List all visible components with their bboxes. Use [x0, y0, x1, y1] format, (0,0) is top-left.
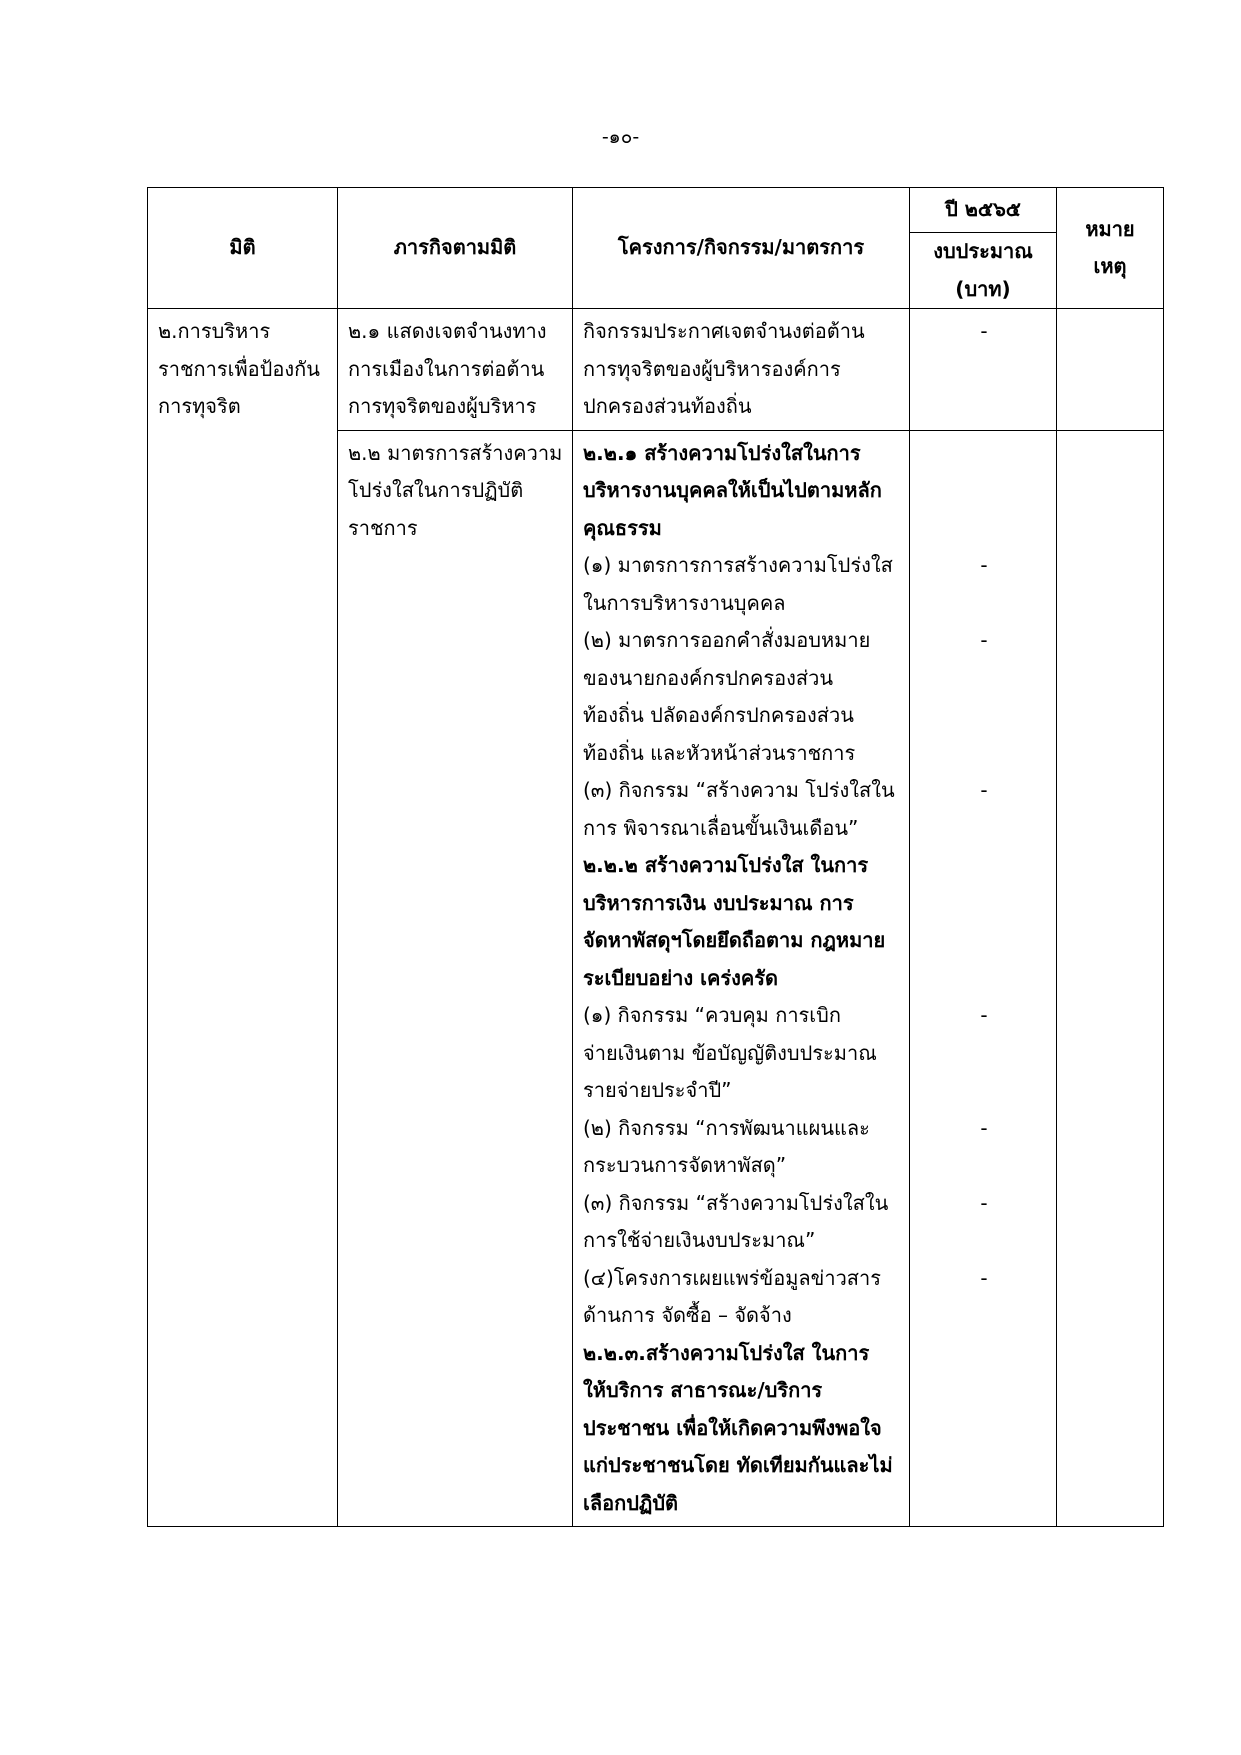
project-line: การ พิจารณาเลื่อนขั้นเงินเดือน” [583, 815, 859, 840]
project-line: (๔)โครงการเผยแพร่ข้อมูลข่าวสาร [583, 1265, 881, 1290]
mission-line: โปร่งใสในการปฏิบัติ [348, 478, 524, 502]
project-line: จ่ายเงินตาม ข้อบัญญัติงบประมาณ [583, 1040, 877, 1065]
budget-cell [910, 430, 1057, 1527]
project-line: การทุจริตของผู้บริหารองค์การ [583, 356, 841, 381]
budget-value [920, 435, 1048, 473]
header-remark-line2: เหตุ [1093, 254, 1127, 278]
project-line: ประชาชน เพื่อให้เกิดความพึงพอใจ [583, 1415, 882, 1440]
project-line: ด้านการ จัดซื้อ – จัดจ้าง [583, 1303, 792, 1327]
budget-value [920, 1297, 1048, 1335]
dimension-line: การทุจริต [158, 394, 241, 418]
project-line: ๒.๒.๓.สร้างความโปร่งใส ในการ [583, 1340, 870, 1365]
budget-value [920, 1410, 1048, 1448]
budget-value [920, 660, 1048, 698]
dimension-line: ๒.การบริหาร [158, 319, 271, 343]
budget-value: - [980, 1190, 988, 1215]
mission-cell [338, 309, 573, 431]
project-line: ๒.๒.๑ สร้างความโปร่งใสในการ [583, 440, 861, 465]
project-line: ๒.๒.๒ สร้างความโปร่งใส ในการ [583, 853, 869, 877]
budget-value [920, 1372, 1048, 1410]
project-line: กระบวนการจัดหาพัสดุ” [583, 1153, 787, 1177]
remark-cell [1057, 309, 1164, 431]
mission-cell [338, 430, 573, 1527]
budget-value: - [980, 778, 988, 802]
project-line: ระเบียบอย่าง เคร่งครัด [583, 965, 778, 990]
project-line: (๑) มาตรการการสร้างความโปร่งใส [583, 553, 893, 577]
project-line: ของนายกองค์กรปกครองส่วน [583, 665, 833, 690]
header-mission: ภารกิจตามมิติ [338, 188, 573, 309]
budget-value [920, 1147, 1048, 1185]
project-line: การใช้จ่ายเงินงบประมาณ” [583, 1228, 816, 1252]
header-remark-line1: หมาย [1085, 216, 1135, 241]
dimension-line: ราชการเพื่อป้องกัน [158, 356, 320, 381]
budget-value [920, 1485, 1048, 1523]
project-line: บริหารการเงิน งบประมาณ การ [583, 890, 854, 915]
budget-value [920, 922, 1048, 960]
budget-value: - [980, 553, 988, 577]
budget-value [920, 1035, 1048, 1073]
project-line: จัดหาพัสดุฯโดยยึดถือตาม กฎหมาย [583, 928, 886, 952]
budget-value [920, 885, 1048, 923]
project-line: ท้องถิ่น และหัวหน้าส่วนราชการ [583, 740, 856, 765]
project-line: ท้องถิ่น ปลัดองค์กรปกครองส่วน [583, 703, 854, 727]
header-budget-line2: (บาท) [955, 276, 1011, 301]
budget-value [920, 1447, 1048, 1485]
project-line: ปกครองส่วนท้องถิ่น [583, 394, 752, 418]
budget-value: - [980, 319, 988, 343]
mission-line: ๒.๑ แสดงเจตจำนงทาง [348, 319, 547, 343]
project-line: (๓) กิจกรรม “สร้างความโปร่งใสใน [583, 1190, 889, 1215]
project-line: (๑) กิจกรรม “ควบคุม การเบิก [583, 1003, 841, 1027]
mission-line: ๒.๒ มาตรการสร้างความ [348, 440, 563, 465]
project-line: รายจ่ายประจำปี” [583, 1078, 732, 1102]
remark-cell [1057, 430, 1164, 1527]
project-line: ให้บริการ สาธารณะ/บริการ [583, 1378, 823, 1402]
project-line: เลือกปฏิบัติ [583, 1490, 679, 1515]
budget-value [920, 810, 1048, 848]
table-row [148, 309, 1164, 431]
header-budget-line1: งบประมาณ [933, 239, 1033, 263]
project-cell [573, 309, 910, 431]
dimension-cell [148, 309, 338, 1527]
budget-value: - [980, 1115, 988, 1140]
project-line: (๒) มาตรการออกคำสั่งมอบหมาย [583, 628, 871, 652]
budget-value: - [980, 1003, 988, 1027]
plan-table [147, 187, 1164, 1527]
page-number: -๑๐- [601, 126, 640, 148]
mission-line: การทุจริตของผู้บริหาร [348, 394, 537, 418]
budget-cell [910, 309, 1057, 431]
budget-value: - [980, 628, 988, 652]
project-line: ในการบริหารงานบุคคล [583, 590, 786, 615]
budget-value [920, 697, 1048, 735]
project-cell [573, 430, 910, 1527]
budget-value [920, 1335, 1048, 1373]
budget-value [920, 472, 1048, 510]
budget-value [920, 1222, 1048, 1260]
budget-value [920, 510, 1048, 548]
budget-value [920, 1072, 1048, 1110]
budget-value [920, 735, 1048, 773]
mission-line: ราชการ [348, 515, 418, 540]
budget-value: - [980, 1265, 988, 1290]
header-budget [910, 233, 1057, 309]
project-line: (๓) กิจกรรม “สร้างความ โปร่งใสใน [583, 778, 895, 802]
project-line: กิจกรรมประกาศเจตจำนงต่อต้าน [583, 319, 865, 343]
project-line: คุณธรรม [583, 515, 662, 540]
project-line: บริหารงานบุคคลให้เป็นไปตามหลัก [583, 478, 882, 502]
mission-line: การเมืองในการต่อต้าน [348, 356, 545, 381]
header-year: ปี ๒๕๖๕ [910, 188, 1057, 233]
header-remark [1057, 188, 1164, 309]
budget-value [920, 960, 1048, 998]
project-line: แก่ประชาชนโดย ทัดเทียมกันและไม่ [583, 1453, 893, 1477]
budget-value [920, 585, 1048, 623]
header-project: โครงการ/กิจกรรม/มาตรการ [573, 188, 910, 309]
header-dimension: มิติ [148, 188, 338, 309]
project-line: (๒) กิจกรรม “การพัฒนาแผนและ [583, 1115, 870, 1140]
budget-value [920, 847, 1048, 885]
